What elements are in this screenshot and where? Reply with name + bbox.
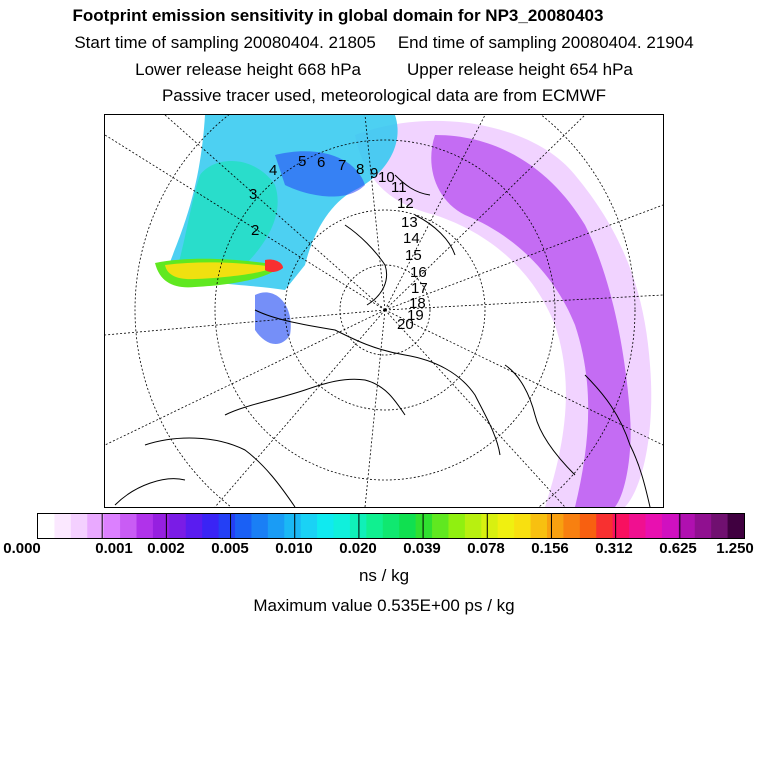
colorbar-swatch (416, 514, 433, 538)
colorbar-swatch (563, 514, 580, 538)
colorbar (37, 513, 745, 539)
colorbar-swatch (547, 514, 564, 538)
colorbar-swatch (251, 514, 268, 538)
colorbar-tick-label: 0.005 (211, 540, 249, 557)
colorbar-swatch (284, 514, 301, 538)
colorbar-swatch (498, 514, 515, 538)
colorbar-swatch (399, 514, 416, 538)
field-purple-east (431, 135, 630, 507)
colorbar-swatch (54, 514, 71, 538)
traj-label: 4 (269, 162, 278, 179)
colorbar-swatch (235, 514, 252, 538)
traj-label: 16 (410, 264, 427, 281)
colorbar-swatch (186, 514, 203, 538)
colorbar-swatch (580, 514, 597, 538)
colorbar-tick-label: 0.625 (659, 540, 697, 557)
colorbar-tick-label: 0.000 (3, 540, 41, 557)
upper-release-text: Upper release height 654 hPa (407, 60, 633, 79)
colorbar-swatch (645, 514, 662, 538)
traj-label: 17 (411, 280, 428, 297)
traj-label: 5 (298, 153, 307, 170)
colorbar-swatch (531, 514, 548, 538)
plot-title: Footprint emission sensitivity in global domain for NP3_20080403 (72, 6, 604, 25)
colorbar-swatch (662, 514, 679, 538)
traj-label: 9 (370, 165, 379, 182)
colorbar-swatch (465, 514, 482, 538)
colorbar-swatches (38, 514, 744, 538)
traj-label: 12 (397, 195, 414, 212)
traj-label: 15 (405, 247, 422, 264)
colorbar-swatch (268, 514, 285, 538)
sensitivity-field (155, 115, 651, 507)
traj-label: 2 (251, 222, 260, 239)
colorbar-swatch (383, 514, 400, 538)
colorbar-swatch (678, 514, 695, 538)
colorbar-swatch (87, 514, 104, 538)
colorbar-tick-label: 0.039 (403, 540, 441, 557)
colorbar-tick-label: 0.002 (147, 540, 185, 557)
colorbar-units: ns / kg (358, 566, 410, 585)
map-canvas (105, 115, 663, 507)
colorbar-swatch (137, 514, 154, 538)
colorbar-swatch (169, 514, 186, 538)
traj-label: 7 (338, 157, 347, 174)
colorbar-swatch (317, 514, 334, 538)
colorbar-swatch (219, 514, 236, 538)
start-time-text: Start time of sampling 20080404. 21805 (74, 33, 376, 52)
colorbar-tick-label: 1.250 (716, 540, 754, 557)
colorbar-swatch (695, 514, 712, 538)
colorbar-swatch (202, 514, 219, 538)
colorbar-tick-label: 0.156 (531, 540, 569, 557)
traj-label: 11 (391, 179, 407, 196)
traj-label: 18 (409, 295, 426, 312)
colorbar-swatch (711, 514, 728, 538)
traj-label: 8 (356, 161, 365, 178)
sampling-times (0, 33, 768, 53)
footprint-map (104, 114, 664, 508)
colorbar-swatch (432, 514, 449, 538)
colorbar-swatch (728, 514, 744, 538)
colorbar-swatch (629, 514, 646, 538)
maximum-value-text: Maximum value 0.535E+00 ps / kg (253, 596, 515, 615)
traj-label: 10 (378, 169, 395, 186)
colorbar-tick-label: 0.312 (595, 540, 633, 557)
colorbar-swatch (104, 514, 121, 538)
colorbar-tick-label: 0.020 (339, 540, 377, 557)
colorbar-swatch (514, 514, 531, 538)
colorbar-swatch (596, 514, 613, 538)
traj-label: 14 (403, 230, 420, 247)
traj-label: 20 (397, 316, 414, 333)
traj-label: 3 (249, 186, 258, 203)
colorbar-swatch (71, 514, 88, 538)
colorbar-swatch (38, 514, 55, 538)
end-time-text: End time of sampling 20080404. 21904 (397, 33, 694, 52)
colorbar-swatch (334, 514, 351, 538)
colorbar-swatch (448, 514, 465, 538)
lower-release-text: Lower release height 668 hPa (135, 60, 361, 79)
tracer-note: Passive tracer used, meteorological data are from ECMWF (161, 86, 607, 105)
colorbar-tick-label: 0.010 (275, 540, 313, 557)
colorbar-tick-label: 0.078 (467, 540, 505, 557)
traj-label: 6 (317, 154, 326, 171)
colorbar-swatch (153, 514, 170, 538)
colorbar-swatch (120, 514, 137, 538)
colorbar-swatch (481, 514, 498, 538)
colorbar-swatch (301, 514, 318, 538)
traj-label: 19 (407, 307, 424, 324)
colorbar-swatch (366, 514, 383, 538)
release-heights (0, 60, 768, 80)
colorbar-tick-label: 0.001 (95, 540, 133, 557)
traj-label: 13 (401, 214, 418, 231)
